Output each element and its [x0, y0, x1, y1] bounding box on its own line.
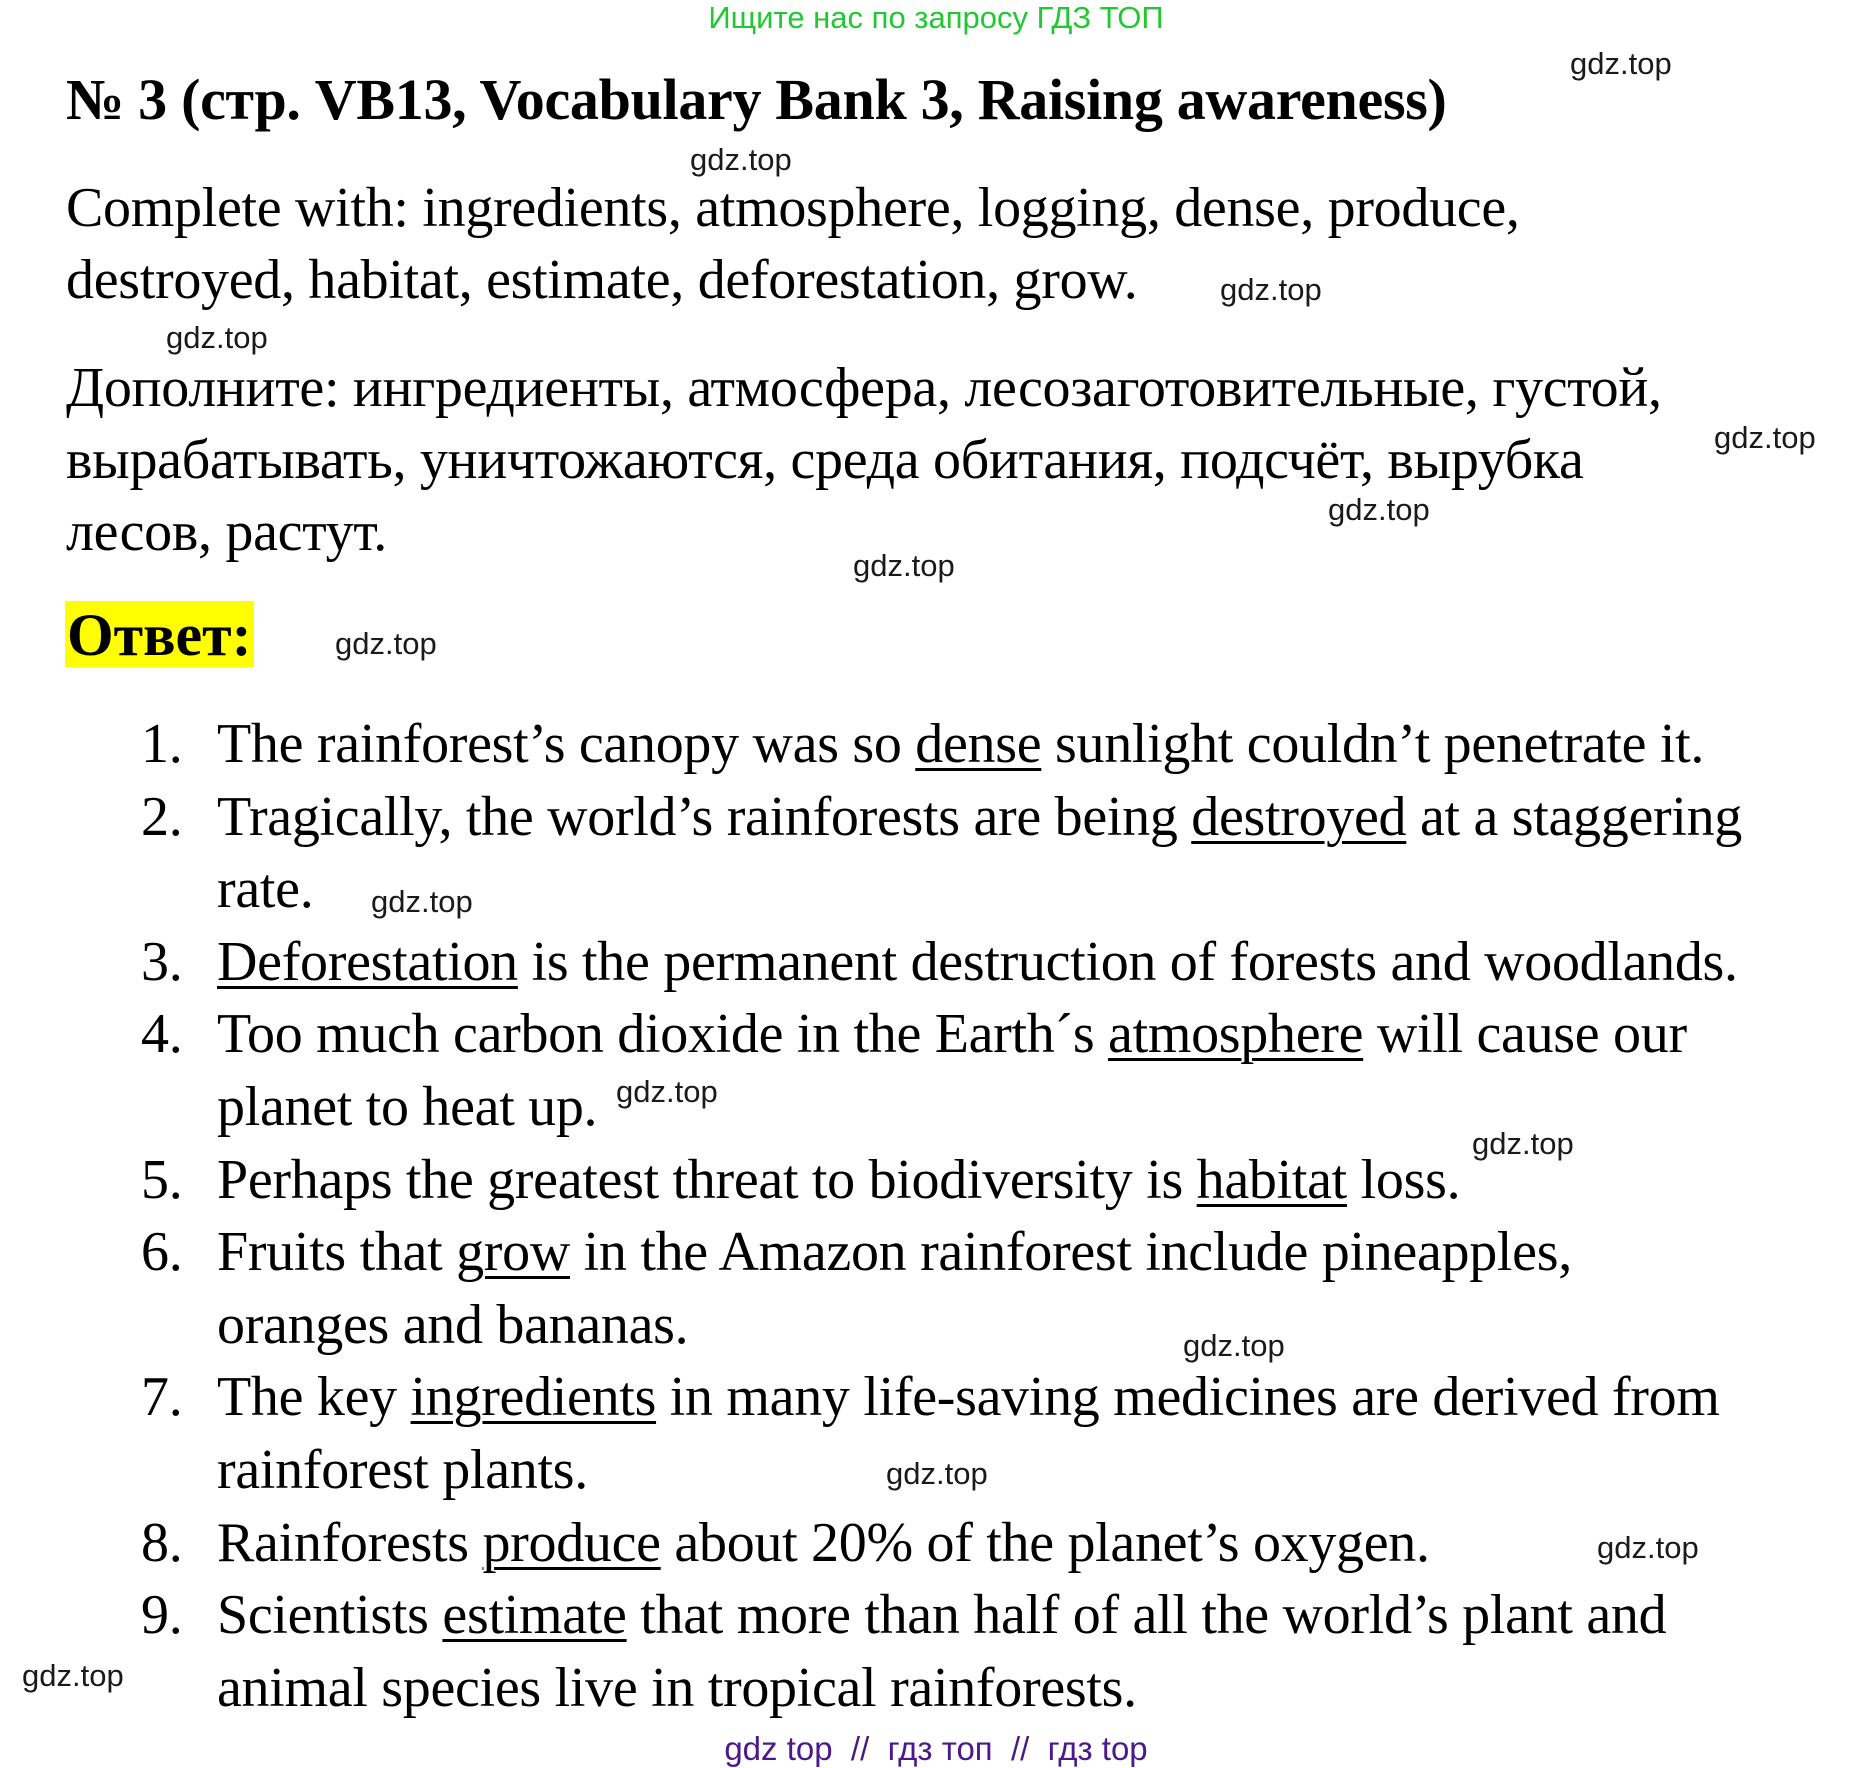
- item-text-after: in many life-saving medicines are derived from: [656, 1366, 1720, 1428]
- watermark-text: gdz.top: [1472, 1126, 1574, 1161]
- item-text-after: loss.: [1346, 1149, 1461, 1211]
- answer-word: ingredients: [410, 1366, 657, 1428]
- item-text-after: about 20% of the planet’s oxygen.: [660, 1512, 1430, 1574]
- watermark-text: gdz.top: [22, 1658, 124, 1693]
- watermark-text: gdz.top: [886, 1456, 988, 1491]
- watermark-text: gdz.top: [1328, 492, 1430, 527]
- item-text-after: will cause our: [1363, 1003, 1687, 1065]
- item-text: [217, 1144, 1460, 1216]
- item-text: [217, 1507, 1430, 1579]
- footer-links: gdz top // гдз топ // гдз top: [724, 1730, 1148, 1767]
- item-text: [217, 1361, 1720, 1433]
- item-text: [217, 781, 1742, 853]
- watermark-text: gdz.top: [1714, 420, 1816, 455]
- item-number: 5.: [141, 1149, 183, 1211]
- answer-word: Deforestation: [217, 931, 518, 993]
- instructions-ru-line-1: Дополните: ингредиенты, атмосфера, лесозаготовительные, густой,: [66, 357, 1662, 419]
- watermark-text: gdz.top: [690, 142, 792, 177]
- watermark-text: gdz.top: [853, 548, 955, 583]
- item-number: 7.: [141, 1366, 183, 1428]
- item-text-before: Too much carbon dioxide in the Earth´s: [217, 1003, 1109, 1065]
- item-text-before: Perhaps the greatest threat to biodiversity is: [217, 1149, 1197, 1211]
- watermark-text: gdz.top: [1570, 46, 1672, 81]
- instructions-ru-line-3: лесов, растут.: [66, 501, 387, 563]
- item-number: 2.: [141, 786, 183, 848]
- item-text-before: Tragically, the world’s rainforests are being: [217, 786, 1192, 848]
- instructions-en-line-1: Complete with: ingredients, atmosphere, logging, dense, produce,: [66, 177, 1520, 239]
- item-text-before: The key: [217, 1366, 411, 1428]
- exercise-title: № 3 (стр. VB13, Vocabulary Bank 3, Raising awareness): [66, 67, 1447, 132]
- item-number: 8.: [141, 1512, 183, 1574]
- search-banner: Ищите нас по запросу ГДЗ ТОП: [708, 0, 1164, 35]
- item-text-before: planet to heat up.: [217, 1076, 598, 1138]
- watermark-text: gdz.top: [1183, 1328, 1285, 1363]
- answer-word: grow: [456, 1221, 570, 1283]
- instructions-ru-line-2: вырабатывать, уничтожаются, среда обитания, подсчёт, вырубка: [66, 429, 1584, 491]
- item-number: 6.: [141, 1221, 183, 1283]
- item-text: [217, 926, 1738, 998]
- item-number: 9.: [141, 1584, 183, 1646]
- item-text-before: oranges and bananas.: [217, 1294, 689, 1356]
- answer-word: habitat: [1196, 1149, 1347, 1211]
- watermark-text: gdz.top: [616, 1074, 718, 1109]
- answer-word: dense: [915, 713, 1042, 775]
- item-text-after: at a staggering: [1406, 786, 1743, 848]
- item-text-after: is the permanent destruction of forests and woodlands.: [517, 931, 1738, 993]
- item-number: 1.: [141, 713, 183, 775]
- instructions-en-line-2: destroyed, habitat, estimate, deforestation, grow.: [66, 249, 1138, 311]
- item-text-before: Rainforests: [217, 1512, 483, 1574]
- item-text: [217, 1289, 688, 1361]
- item-text-after: sunlight couldn’t penetrate it.: [1041, 713, 1705, 775]
- item-text: [217, 1216, 1572, 1288]
- watermark-text: gdz.top: [371, 884, 473, 919]
- item-text-after: in the Amazon rainforest include pineapples,: [569, 1221, 1572, 1283]
- item-text: [217, 708, 1704, 780]
- item-text-before: animal species live in tropical rainforests.: [217, 1657, 1137, 1719]
- watermark-text: gdz.top: [335, 626, 437, 661]
- answer-word: estimate: [442, 1584, 627, 1646]
- answer-word: produce: [482, 1512, 661, 1574]
- item-text-before: Scientists: [217, 1584, 443, 1646]
- item-text: [217, 998, 1687, 1070]
- item-number: 3.: [141, 931, 183, 993]
- item-text: [217, 853, 313, 925]
- item-text-before: The rainforest’s canopy was so: [217, 713, 916, 775]
- answer-word: atmosphere: [1108, 1003, 1364, 1065]
- answer-word: destroyed: [1191, 786, 1407, 848]
- watermark-text: gdz.top: [1220, 272, 1322, 307]
- item-text: [217, 1652, 1137, 1724]
- item-text: [217, 1434, 588, 1506]
- answer-label: Ответ:: [67, 602, 252, 668]
- item-text: [217, 1071, 597, 1143]
- item-number: 4.: [141, 1003, 183, 1065]
- item-text: [217, 1579, 1666, 1651]
- item-text-after: that more than half of all the world’s plant and: [626, 1584, 1667, 1646]
- item-text-before: Fruits that: [217, 1221, 457, 1283]
- watermark-text: gdz.top: [166, 320, 268, 355]
- watermark-text: gdz.top: [1597, 1530, 1699, 1565]
- item-text-before: rainforest plants.: [217, 1439, 588, 1501]
- item-text-before: rate.: [217, 858, 314, 920]
